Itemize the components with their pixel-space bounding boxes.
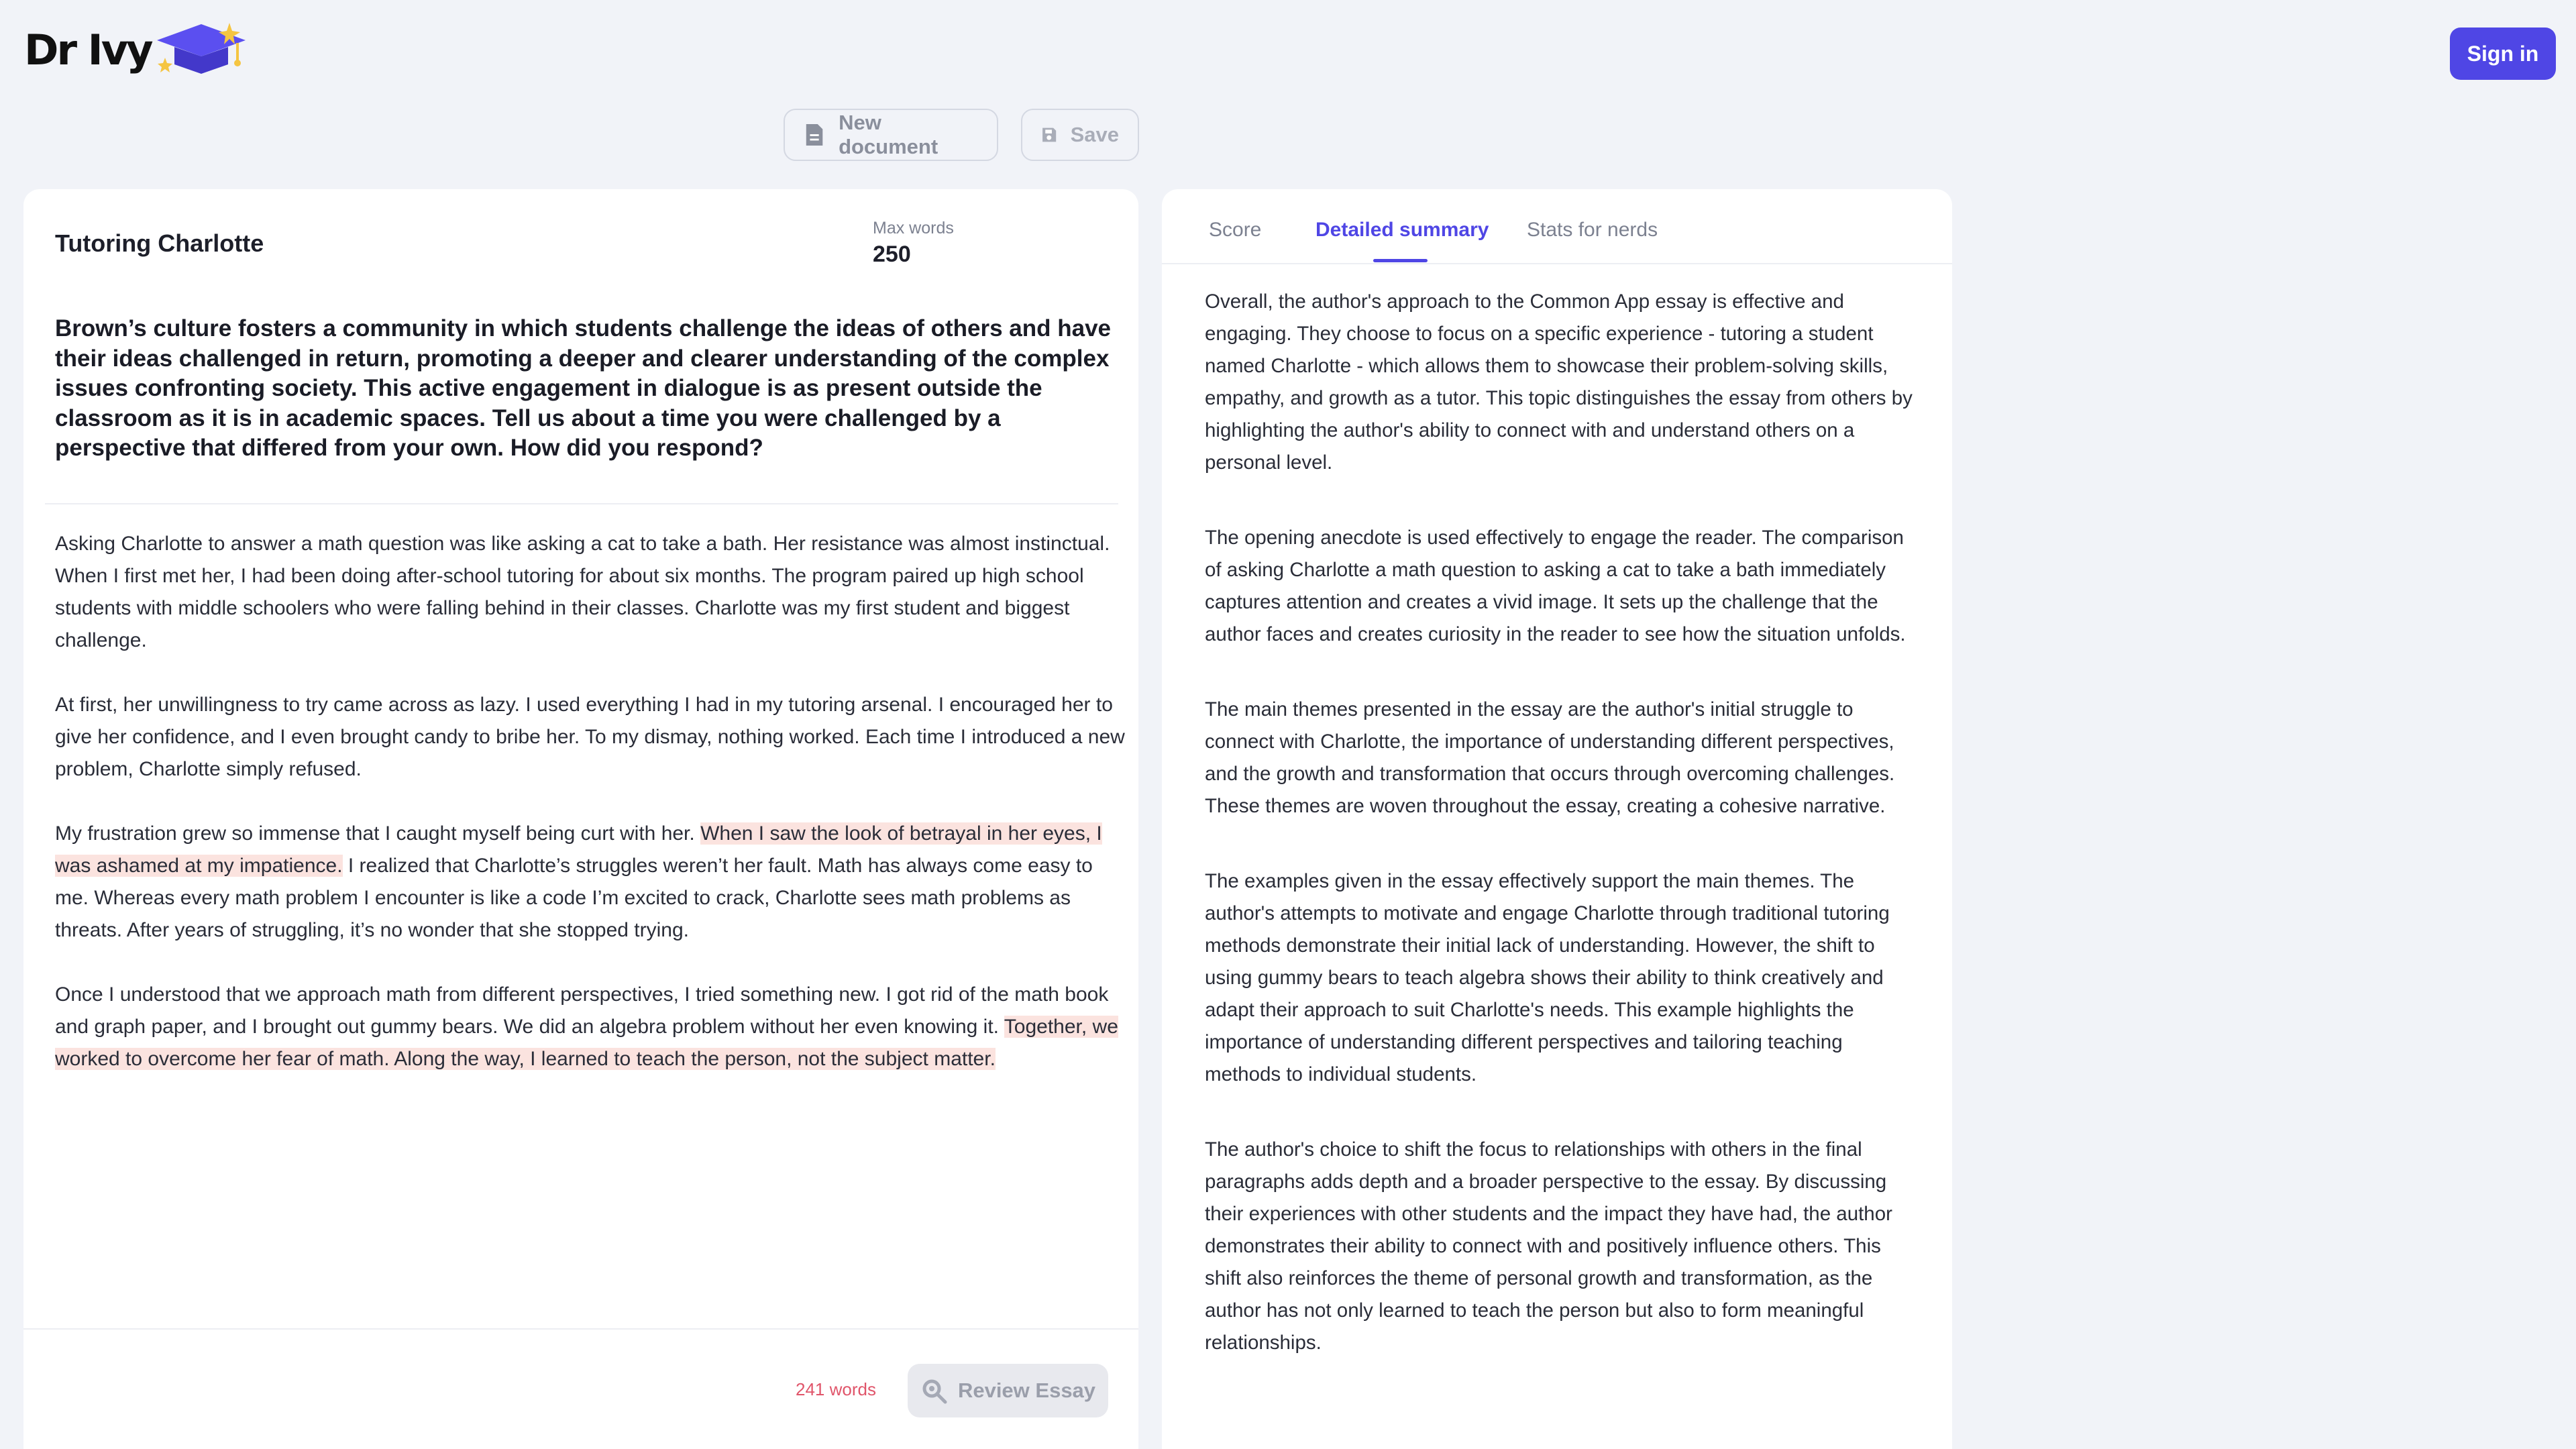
floppy-disk-icon — [1041, 122, 1057, 148]
document-icon — [804, 122, 825, 148]
review-essay-label: Review Essay — [957, 1379, 1096, 1402]
review-tabs — [1162, 189, 1952, 264]
summary-paragraph: The opening anecdote is used effectively to engage the reader. The comparison of asking Charlotte a math question to asking a cat to take a bath immediately captures attention and creates a vivid image. It sets up the challenge that the author faces and creates curiosity in the reader to see how the situation unfolds. — [1205, 527, 1906, 645]
logo-text: Dr Ivy — [24, 25, 152, 74]
essay-text: I realized that Charlotte’s struggles weren’t her fault. Math has always come easy to me. Whereas every math problem I encounter is like a code I’m excited to crack, Charlotte sees math problems as threats. After years of struggling, it’s no wonder that she stopped trying. — [55, 855, 1093, 941]
gear-search-icon — [920, 1377, 947, 1404]
essay-text: My frustration grew so immense that I caught myself being curt with her. — [55, 822, 701, 845]
summary-paragraph: The author's choice to shift the focus to relationships with others in the final paragraphs adds depth and a broader perspective to the essay. By discussing their experiences with other students and the impact they have had, the author demonstrates their ability to connect with and positively influence others. This shift also reinforces the theme of personal growth and transformation, as the author has not only learned to teach the person but also to form meaningful relationships. — [1205, 1138, 1892, 1354]
graduation-cap-icon — [154, 20, 250, 79]
sign-in-button[interactable]: Sign in — [2450, 28, 2556, 80]
detailed-summary — [1205, 286, 1916, 1402]
tab-stats-for-nerds[interactable]: Stats for nerds — [1527, 219, 1658, 241]
summary-paragraph: The examples given in the essay effectively support the main themes. The author's attempts to motivate and engage Charlotte through traditional tutoring methods demonstrate their initial lack of understanding. However, the shift to using gummy bears to teach algebra shows their ability to think creatively and adapt their approach to suit Charlotte's needs. This example highlights the importance of understanding different perspectives and tailoring teaching methods to individual students. — [1205, 870, 1890, 1085]
highlighted-sentence: Together, we worked to overcome her fear of math. Along the way, I learned to teach the person, not the subject matter. — [55, 1016, 1118, 1070]
footer-divider — [23, 1328, 1138, 1330]
max-words-label: Max words — [873, 219, 954, 237]
essay-paragraph: At first, her unwillingness to try came across as lazy. I used everything I had in my tutoring arsenal. I encouraged her to give her confidence, and I even brought candy to bribe her. To my dismay, nothing worked. Each time I introduced a new problem, Charlotte simply refused. — [55, 694, 1125, 780]
max-words-value[interactable]: 250 — [873, 241, 911, 267]
essay-editor-panel — [23, 189, 1138, 1449]
summary-paragraph: The main themes presented in the essay are the author's initial struggle to connect with Charlotte, the importance of understanding different perspectives, and the growth and transformation that occurs through overcoming challenges. These themes are woven throughout the essay, creating a cohesive narrative. — [1205, 698, 1895, 817]
summary-paragraph: Overall, the author's approach to the Common App essay is effective and engaging. They choose to focus on a specific experience - tutoring a student named Charlotte - which allows them to showcase their problem-solving skills, empathy, and growth as a tutor. This topic distinguishes the essay from others by highlighting the author's ability to connect with and understand others on a personal level. — [1205, 290, 1913, 474]
tab-score[interactable]: Score — [1209, 219, 1262, 241]
review-essay-button[interactable] — [908, 1364, 1108, 1417]
prompt-divider — [45, 503, 1118, 504]
essay-text-area[interactable] — [55, 528, 1128, 1108]
essay-paragraph — [55, 979, 1128, 1075]
essay-prompt: Brown’s culture fosters a community in which students challenge the ideas of others and have their ideas challenged in return, promoting a deeper and clearer understanding of the complex issues confronting society. This active engagement in dialogue is as present outside the classroom as it is in academic spaces. Tell us about a time you were challenged by a perspective that differed from your own. How did you respond? — [55, 315, 1112, 461]
essay-paragraph: Asking Charlotte to answer a math question was like asking a cat to take a bath. Her resistance was almost instinctual. When I first met her, I had been doing after-school tutoring for about six months. The program paired up high school students with middle schoolers who were falling behind in their classes. Charlotte was my first student and biggest challenge. — [55, 533, 1110, 651]
save-button[interactable] — [1021, 109, 1139, 161]
new-document-button[interactable] — [784, 109, 998, 161]
app-logo[interactable] — [24, 20, 250, 79]
document-title[interactable]: Tutoring Charlotte — [55, 229, 264, 257]
review-panel — [1162, 189, 1952, 1449]
essay-text: Once I understood that we approach math from different perspectives, I tried something new. I got rid of the math book and graph paper, and I brought out gummy bears. We did an algebra problem without her even knowing it. — [55, 983, 1109, 1038]
save-label: Save — [1070, 123, 1119, 146]
tab-detailed-summary[interactable]: Detailed summary — [1316, 219, 1489, 241]
highlighted-sentence: When I saw the look of betrayal in her eyes, I was ashamed at my impatience. — [55, 822, 1102, 877]
essay-paragraph — [55, 818, 1128, 947]
new-document-label: New document — [839, 111, 938, 158]
word-count: 241 words — [796, 1379, 876, 1399]
active-tab-indicator — [1373, 259, 1428, 262]
